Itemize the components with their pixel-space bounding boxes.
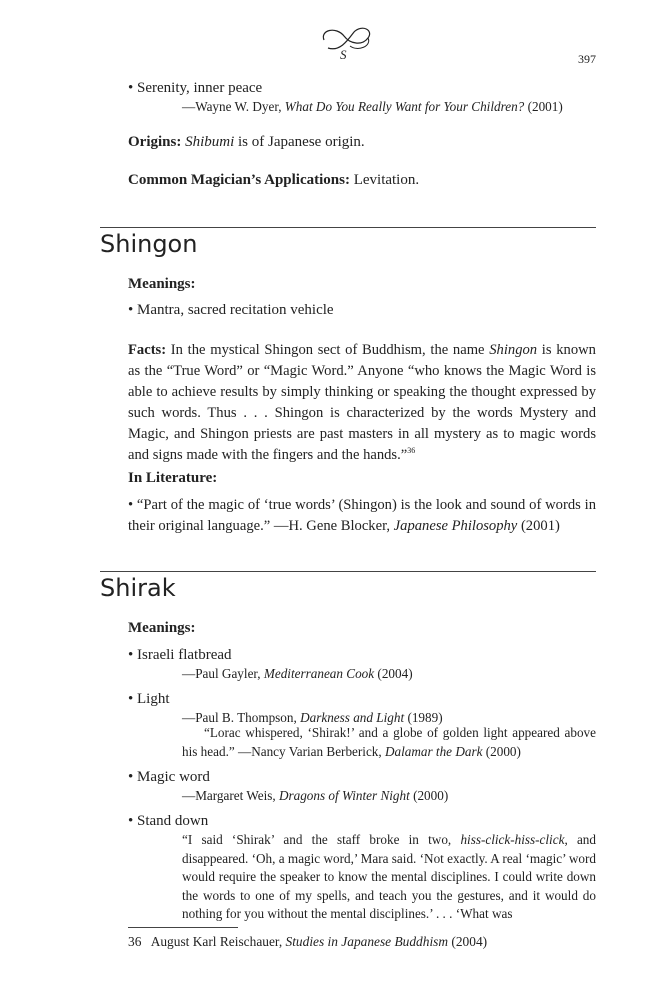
footnote [128, 934, 487, 950]
shirak-meanings-label: Meanings: [128, 620, 196, 636]
heading-shirak: Shirak [100, 574, 176, 602]
footnote-number: 36 [128, 934, 142, 949]
heading-shingon: Shingon [100, 230, 198, 258]
quote-light [182, 724, 596, 761]
shingon-literature-quote [128, 495, 596, 537]
citation-prefix: —Wayne W. Dyer, [182, 99, 285, 114]
literature-quote-text: • “Part of the magic of ‘true words’ (Shingon) is the look and sound of words in their original language.” —H. Gene Blocker, [128, 497, 596, 534]
citation-serenity [182, 99, 563, 115]
origins-line [128, 134, 365, 151]
shingon-facts [128, 340, 596, 466]
facts-word: Shingon [489, 342, 538, 358]
citation-title: What Do You Really Want for Your Children? [284, 99, 525, 114]
footnote-title: Studies in Japanese Buddhism [285, 934, 449, 949]
citation-flatbread [182, 666, 413, 682]
quote-light-text: “Lorac whispered, ‘Shirak!’ and a globe of golden light appeared above his head.” —Nancy Varian Berberick, [182, 725, 596, 759]
quote-stand-down-sound: hiss-click-hiss-click [460, 832, 565, 847]
origins-label: Origins: [128, 134, 182, 150]
citation-year: (1989) [404, 710, 443, 725]
footnote-year: (2004) [448, 934, 488, 949]
shingon-meanings-label: Meanings: [128, 276, 196, 292]
shirak-meaning-flatbread: • Israeli flatbread [128, 647, 232, 663]
applications-label: Common Magician’s Applications: [128, 172, 350, 188]
citation-title: Darkness and Light [300, 710, 405, 725]
ornament-letter: S [340, 47, 347, 62]
quote-stand-down-after: , and disappeared. ‘Oh, a magic word,’ Mara said. ‘Not exactly. A real ‘magic’ word would require the speaker to know the mental disciplines. I could write down the words to one of my spells, and teach you the gestures, and it would do nothing for you without the mental disciplines.’ . . . ‘What was [182, 832, 596, 921]
applications-text: Levitation. [349, 172, 420, 188]
ornament-s-flourish [318, 22, 376, 62]
citation-title: Dragons of Winter Night [278, 788, 410, 803]
quote-stand-down-before: “I said ‘Shirak’ and the staff broke in two, [182, 832, 461, 847]
citation-year: (2000) [409, 788, 449, 803]
quote-light-title: Dalamar the Dark [385, 743, 483, 759]
quote-stand-down [182, 831, 596, 924]
citation-prefix: —Paul B. Thompson, [182, 710, 301, 725]
page-number: 397 [578, 52, 596, 66]
applications-line [128, 172, 419, 189]
shirak-meaning-light: • Light [128, 691, 170, 707]
facts-text-before: In the mystical Shingon sect of Buddhism, the name [166, 342, 490, 358]
quote-light-year: (2000) [482, 743, 521, 759]
citation-year: (2001) [524, 99, 563, 114]
shirak-meaning-magic-word: • Magic word [128, 769, 210, 785]
citation-prefix: —Margaret Weis, [182, 788, 279, 803]
citation-title: Mediterranean Cook [263, 666, 375, 681]
facts-text-after: is known as the “True Word” or “Magic Word.” Anyone “who knows the Magic Word is able to achieve results by simply thinking or speaking the thought expressed by such words. Thus . . . Shingon is characterized by the words Mystery and Magic, and Shingon priests are past masters in all mystery as to magic words and signs made with the fingers and the hands.” [128, 342, 596, 463]
citation-year: (2004) [374, 666, 413, 681]
facts-label: Facts: [128, 342, 167, 358]
footnote-marker: 36 [407, 446, 416, 456]
origins-text: is of Japanese origin. [234, 134, 365, 150]
footnote-rule [128, 927, 238, 928]
literature-year: (2001) [517, 518, 560, 534]
origins-word: Shibumi [185, 134, 235, 150]
footnote-author: August Karl Reischauer, [141, 934, 286, 949]
shirak-meaning-stand-down: • Stand down [128, 813, 209, 829]
shirak-rule [100, 571, 596, 572]
shingon-rule [100, 227, 596, 228]
meaning-serenity: • Serenity, inner peace [128, 80, 263, 96]
citation-magic-word [182, 788, 448, 804]
shingon-literature-label: In Literature: [128, 470, 218, 486]
shingon-meaning-1: • Mantra, sacred recitation vehicle [128, 302, 334, 318]
literature-title: Japanese Philosophy [393, 518, 518, 534]
citation-prefix: —Paul Gayler, [182, 666, 264, 681]
